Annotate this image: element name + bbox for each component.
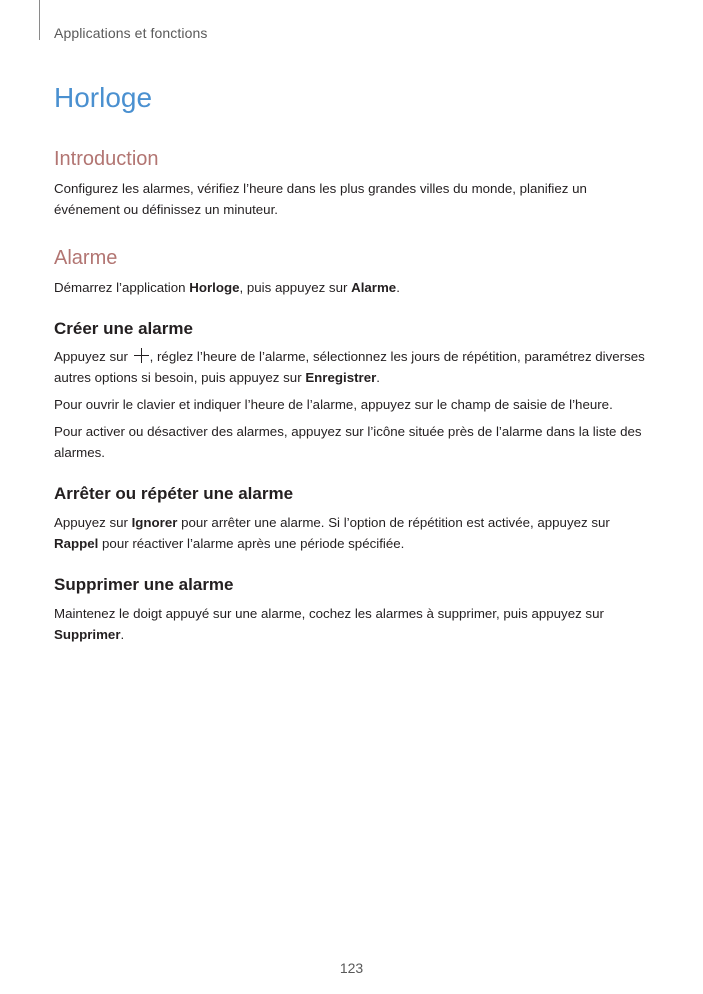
alarme-intro-middle: , puis appuyez sur <box>239 280 352 295</box>
tab-name-alarme: Alarme <box>351 280 397 295</box>
supprimer-p-after: . <box>120 627 125 642</box>
button-name-supprimer: Supprimer <box>54 627 121 642</box>
supprimer-p-before: Maintenez le doigt appuyé sur une alarme, cochez les alarmes à supprimer, puis appuyez sur <box>54 606 604 621</box>
creer-paragraph-2: Pour ouvrir le clavier et indiquer l’heure de l’alarme, appuyez sur le champ de saisie de l’heure. <box>54 397 613 412</box>
introduction-heading: Introduction <box>54 148 159 170</box>
button-name-rappel: Rappel <box>54 536 99 551</box>
supprimer-heading: Supprimer une alarme <box>54 575 234 594</box>
alarme-intro-before: Démarrez l’application <box>54 280 190 295</box>
creer-p1-middle: , réglez l’heure de l’alarme, sélectionnez les jours de répétition, paramétrez diverses autres options si besoin, puis appuyez sur <box>54 349 645 385</box>
alarme-intro <box>54 277 654 298</box>
creer-p1-after: . <box>376 370 380 385</box>
alarme-intro-after: . <box>396 280 400 295</box>
arreter-heading: Arrêter ou répéter une alarme <box>54 484 294 503</box>
button-name-enregistrer: Enregistrer <box>305 370 377 385</box>
creer-p1-before: Appuyez sur <box>54 349 132 364</box>
creer-paragraph-1 <box>54 346 654 388</box>
arreter-paragraph <box>54 512 654 554</box>
arreter-p-middle: pour arrêter une alarme. Si l’option de répétition est activée, appuyez sur <box>177 515 610 530</box>
plus-icon <box>134 349 149 362</box>
creer-heading: Créer une alarme <box>54 319 193 338</box>
creer-paragraph-3: Pour activer ou désactiver des alarmes, appuyez sur l’icône située près de l’alarme dans la liste des alarmes. <box>54 424 642 460</box>
alarme-heading: Alarme <box>54 247 118 269</box>
supprimer-paragraph <box>54 603 654 645</box>
button-name-ignorer: Ignorer <box>131 515 178 530</box>
chapter-title: Horloge <box>54 82 153 113</box>
margin-rule <box>39 0 40 40</box>
app-name-horloge: Horloge <box>189 280 240 295</box>
introduction-text: Configurez les alarmes, vérifiez l’heure dans les plus grandes villes du monde, planifiez un événement ou définissez un minuteur. <box>54 181 587 217</box>
arreter-p-before: Appuyez sur <box>54 515 132 530</box>
running-head: Applications et fonctions <box>54 25 208 41</box>
arreter-p-after: pour réactiver l’alarme après une période spécifiée. <box>98 536 405 551</box>
page-content <box>54 80 654 645</box>
page-number: 123 <box>339 960 364 976</box>
